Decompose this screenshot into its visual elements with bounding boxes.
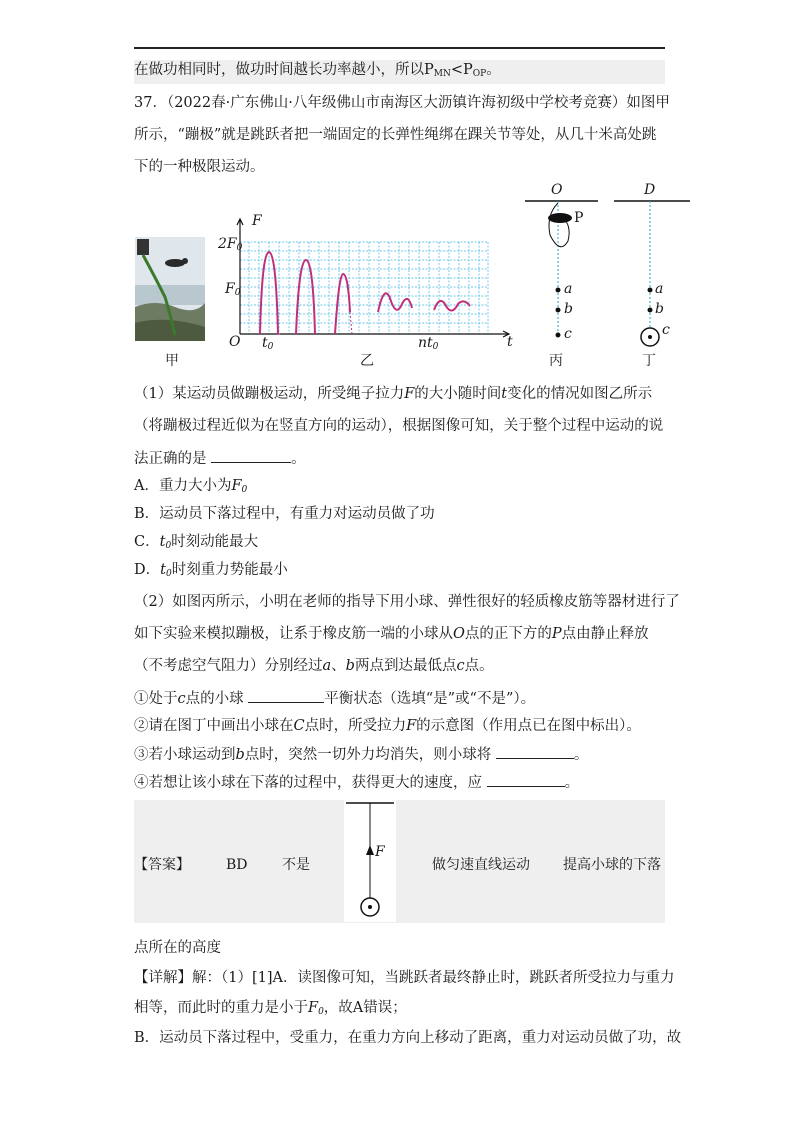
text: ，故A错误；: [323, 1000, 407, 1016]
text: 两点到达最低点: [354, 658, 457, 674]
text: F: [225, 281, 235, 297]
text: 在做功相同时，做功时间越长功率越小，所以P: [134, 62, 434, 78]
figure-yi-caption: 乙: [360, 353, 374, 369]
option-b: B．运动员下落过程中，有重力对运动员做了功: [134, 506, 435, 522]
answer-blank-1[interactable]: [211, 448, 291, 463]
ding-label-c: c: [662, 322, 670, 338]
point-b: [556, 308, 561, 313]
figure-jia-caption: 甲: [165, 353, 179, 369]
option-a: [134, 476, 247, 500]
var-f: F: [308, 1000, 319, 1016]
graph-y-tick-2f0: [218, 236, 242, 253]
text: 相等，而此时的重力是小于: [134, 1000, 308, 1016]
var-t: t: [159, 534, 166, 550]
subscript: 0: [234, 288, 241, 298]
question-line-2: 所示，“蹦极”就是跳跃者把一端固定的长弹性绳绑在踝关节等处，从几十米高处跳: [134, 127, 657, 143]
figure-bing-diagram: [520, 195, 610, 345]
question-line-3: 下的一种极限运动。: [134, 159, 265, 175]
text: 法正确的是: [134, 451, 207, 467]
part2-line-1: （2）如图丙所示，小明在老师的指导下用小球、弹性很好的轻质橡皮筋等器材进行了: [134, 594, 680, 610]
part2-q4: [134, 772, 579, 793]
text: A．重力大小为: [134, 478, 232, 494]
var-t: t: [160, 562, 166, 578]
text: ④若想让该小球在下落的过程中，获得更大的速度，应: [134, 775, 482, 791]
figure-bing-caption: 丙: [549, 353, 563, 369]
text: 、: [331, 658, 346, 674]
var-c: C: [293, 718, 305, 734]
subscript: 0: [236, 243, 243, 253]
previous-answer-line: [134, 60, 665, 84]
text: <P: [450, 62, 473, 78]
bing-label-o: O: [551, 182, 563, 198]
answer-4: 做匀速直线运动: [432, 857, 530, 873]
force-time-graph: [222, 212, 522, 352]
var-f: F: [404, 386, 415, 402]
text: nt: [418, 335, 433, 351]
subscript: 0: [432, 342, 439, 352]
text: 时刻重力势能最小: [171, 562, 288, 578]
detail-line-1: 【详解】解：（1）[1]A．读图像可知，当跳跃者最终静止时，跳跃者所受拉力与重力: [134, 970, 675, 986]
subscript: 0: [165, 541, 172, 551]
bungee-photo: [135, 237, 205, 341]
force-curve: [260, 252, 470, 334]
var-t: t: [501, 386, 508, 402]
text: ①处于: [134, 691, 178, 707]
answer-force-label: F: [375, 844, 385, 860]
part2-q3: [134, 744, 588, 765]
text: 时刻动能最大: [171, 534, 259, 550]
graph-x-label: t: [507, 334, 513, 350]
part1-line-3: [134, 448, 306, 469]
point-b: [648, 308, 653, 313]
answer-force-diagram: [344, 800, 396, 922]
text: ③若小球运动到: [134, 747, 236, 763]
rubber-band: [549, 203, 569, 247]
answer-blank-4[interactable]: [487, 772, 565, 787]
answer-5-continued: 点所在的高度: [134, 940, 221, 956]
var-b: b: [345, 658, 355, 674]
point-a: [556, 288, 561, 293]
answer-2: 不是: [282, 857, 310, 873]
text: 。: [564, 775, 580, 791]
point-c: [556, 333, 561, 338]
part2-q1: [134, 688, 535, 709]
ding-label-d: D: [644, 182, 656, 198]
var-f: F: [406, 718, 417, 734]
text: （1）某运动员做蹦极运动，所受绳子拉力: [134, 386, 405, 402]
text: 。: [291, 451, 306, 467]
graph-y-tick-f0: [225, 281, 240, 298]
bing-label-b: b: [564, 301, 573, 317]
subscript: OP: [472, 69, 487, 79]
text: 点的正下方的: [464, 626, 552, 642]
ding-label-b: b: [655, 301, 664, 317]
graph-origin: O: [229, 334, 241, 350]
var-a: a: [322, 658, 332, 674]
option-c: [134, 532, 258, 556]
part1-line-2: （将蹦极过程近似为在竖直方向的运动），根据图像可知，关于整个过程中运动的说: [134, 418, 664, 434]
text: 点由静止释放: [561, 626, 649, 642]
ball-c-center: [648, 335, 652, 339]
part2-q2: [134, 716, 641, 736]
text: ②请在图丁中画出小球在: [134, 718, 294, 734]
text: t: [262, 335, 268, 351]
var-o: O: [453, 626, 465, 642]
graph-x-tick-t0: [262, 335, 273, 352]
text: 点。: [464, 658, 494, 674]
ball-center: [368, 905, 372, 909]
text: （不考虑空气阻力）分别经过: [134, 658, 323, 674]
text: 如下实验来模拟蹦极，让系于橡皮筋一端的小球从: [134, 626, 453, 642]
text: 变化的情况如图乙所示: [507, 386, 653, 402]
subscript: 0: [165, 569, 172, 579]
ding-label-a: a: [655, 281, 664, 297]
var-b: b: [235, 747, 245, 763]
bing-label-c: c: [564, 326, 572, 342]
var-p: P: [551, 626, 562, 642]
answer-blank-3[interactable]: [496, 744, 574, 759]
option-d: [134, 560, 288, 584]
graph-x-tick-nt0: [418, 335, 438, 352]
text: 平衡状态（选填“是”或“不是”）。: [324, 691, 536, 707]
figure-ding-diagram: [612, 195, 692, 355]
bing-label-a: a: [564, 281, 573, 297]
part1-line-1: [134, 384, 652, 404]
detail-line-2: [134, 998, 407, 1022]
graph-y-label: F: [252, 213, 262, 229]
answer-5: 提高小球的下落: [563, 857, 661, 873]
text: 。: [486, 62, 501, 78]
question-line-1: 37．（2022春·广东佛山·八年级佛山市南海区大沥镇许海初级中学校考竞赛）如图甲: [134, 95, 670, 111]
subscript: MN: [433, 69, 451, 79]
ball-p: [548, 213, 572, 223]
point-a: [648, 288, 653, 293]
text: 点时，突然一切外力均消失，则小球将: [244, 747, 492, 763]
header-rule: [134, 47, 665, 49]
answer-tag: 【答案】: [134, 857, 190, 873]
text: C．: [134, 534, 160, 550]
part2-line-3: [134, 656, 494, 676]
answer-1: BD: [226, 857, 248, 873]
text: 的示意图（作用点已在图中标出）。: [416, 718, 641, 734]
text: 点时，所受拉力: [304, 718, 407, 734]
part2-line-2: [134, 624, 649, 644]
subscript: 0: [318, 1007, 324, 1017]
detail-line-3: B．运动员下落过程中，受重力，在重力方向上移动了距离，重力对运动员做了功，故: [134, 1030, 682, 1046]
answer-blank-2[interactable]: [248, 688, 324, 703]
text: D．: [134, 562, 161, 578]
text: 的大小随时间: [414, 386, 502, 402]
text: 点的小球: [185, 691, 244, 707]
subscript: 0: [267, 342, 274, 352]
figure-ding-caption: 丁: [642, 353, 656, 369]
bing-label-p: P: [574, 210, 584, 226]
var-c: c: [456, 658, 465, 674]
var-f: F: [231, 478, 242, 494]
text: 。: [573, 747, 589, 763]
text: 2F: [218, 236, 237, 252]
subscript: 0: [241, 485, 248, 495]
var-c: c: [177, 691, 186, 707]
